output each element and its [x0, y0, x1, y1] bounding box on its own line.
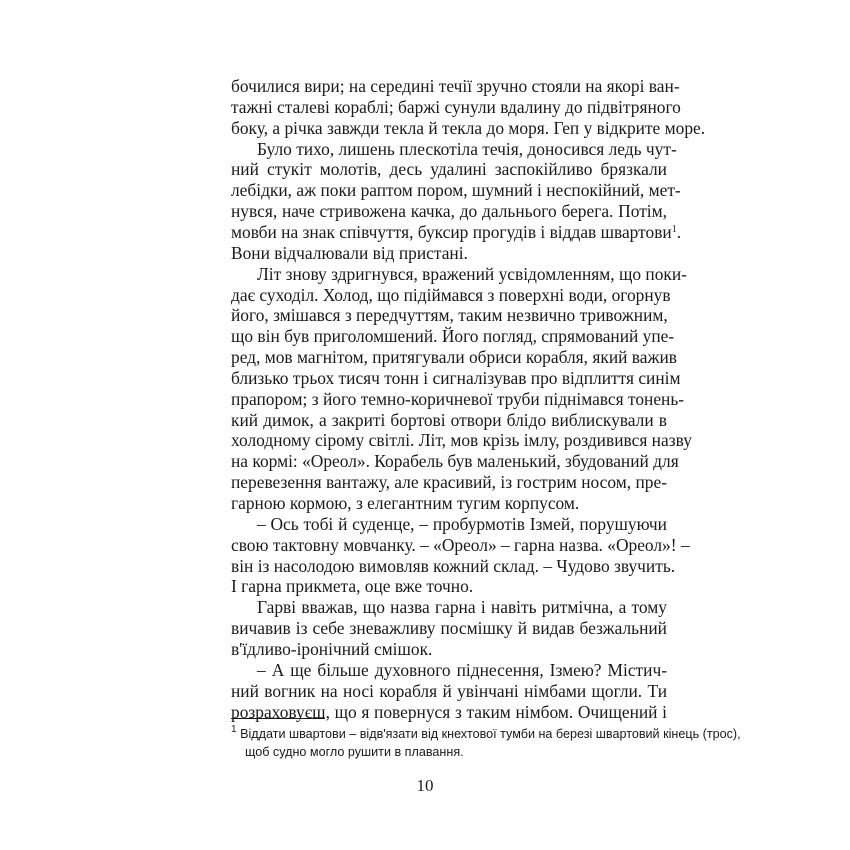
footnote-divider	[231, 718, 325, 719]
text-line: розраховуєш, що я повернуся з таким німбом. Очищений і	[231, 701, 667, 722]
text-line: близько трьох тисяч тонн і сигналізував про відплиття синім	[231, 367, 681, 388]
text-line: прапором; з його темно-коричневої труби піднімався тонень-	[231, 388, 685, 409]
text-line: на кормі: «Ореол». Корабель був маленький, збудований для	[231, 451, 679, 472]
footnote-line: щоб судно могло рушити в плавання.	[245, 745, 464, 759]
text-line: ред, мов магнітом, притягували обриси корабля, який важив	[231, 347, 678, 368]
text-line: він із насолодою вимовляв кожний склад. – Чудово звучить.	[231, 555, 676, 576]
text-line: перевезення вантажу, але красивий, із гострим носом, пре-	[231, 472, 667, 493]
text-line: лебідки, аж поки раптом пором, шумний і неспокійний, мет-	[231, 180, 681, 201]
text-line: вичавив із себе зневажливу посмішку й видав безжальний	[231, 618, 667, 639]
text-line: нувся, наче стривожена качка, до дальнього берега. Потім,	[231, 201, 667, 222]
text-line: боку, а річка завжди текла й текла до моря. Геп у відкрите море.	[231, 117, 706, 138]
footnote-ref: 1	[671, 223, 677, 235]
text-line: – А ще більше духовного піднесення, Ізмею? Містич-	[257, 659, 667, 680]
text-line: Вони відчалювали від пристані.	[231, 242, 468, 263]
footnote-line	[231, 724, 741, 743]
text-line: його, змішався з передчуттям, таким незвично тривожним,	[231, 305, 668, 326]
text-line: Літ знову здригнувся, вражений усвідомленням, що поки-	[257, 263, 687, 284]
text-line: Гарві вважав, що назва гарна і навіть ритмічна, а тому	[257, 597, 667, 618]
text-segment: мовби на знак співчуття, буксир прогудів і віддав швартови	[231, 221, 672, 242]
text-block	[231, 0, 706, 850]
text-line: свою тактовну мовчанку. – «Ореол» – гарна назва. «Ореол»! –	[231, 534, 690, 555]
footnote-text: Віддати швартови – відв'язати від кнехтової тумби на березі швартовий кінець (трос),	[240, 727, 741, 741]
text-line: І гарна прикмета, оце вже точно.	[231, 576, 474, 597]
text-line: кий димок, а закриті бортові отвори блідо виблискували в	[231, 409, 667, 430]
text-line: мовби на знак співчуття, буксир прогудів і віддав швартови$^1$.	[231, 221, 682, 242]
text-line: гарною кормою, з елегантним тугим корпусом.	[231, 493, 580, 513]
text-line: – Ось тобі й суденце, – пробурмотів Ізмей, порушуючи	[257, 513, 667, 534]
text-line: ний вогник на носі корабля й увінчані німбами щогли. Ти	[231, 680, 667, 701]
page-number: 10	[416, 776, 434, 795]
text-line: бочилися вири; на середині течії зручно стояли на якорі ван-	[231, 76, 680, 96]
text-line: що він був приголомшений. Його погляд, спрямований упе-	[231, 326, 675, 347]
text-line: ний стукіт молотів, десь удалині заспокійливо брязкали	[231, 159, 667, 180]
text-line: холодному сірому світлі. Літ, мов крізь імлу, роздивився назву	[231, 430, 692, 451]
text-line: Було тихо, лишень плескотіла течія, доносився ледь чут-	[257, 138, 677, 159]
footnote-marker: 1	[231, 724, 237, 735]
text-line: в'їдливо-іронічний смішок.	[231, 638, 433, 659]
text-line: дає суходіл. Холод, що підіймався з поверхні води, огорнув	[231, 284, 671, 305]
text-line: тажні сталеві кораблі; баржі сунули вдалину до підвітряного	[231, 96, 681, 117]
